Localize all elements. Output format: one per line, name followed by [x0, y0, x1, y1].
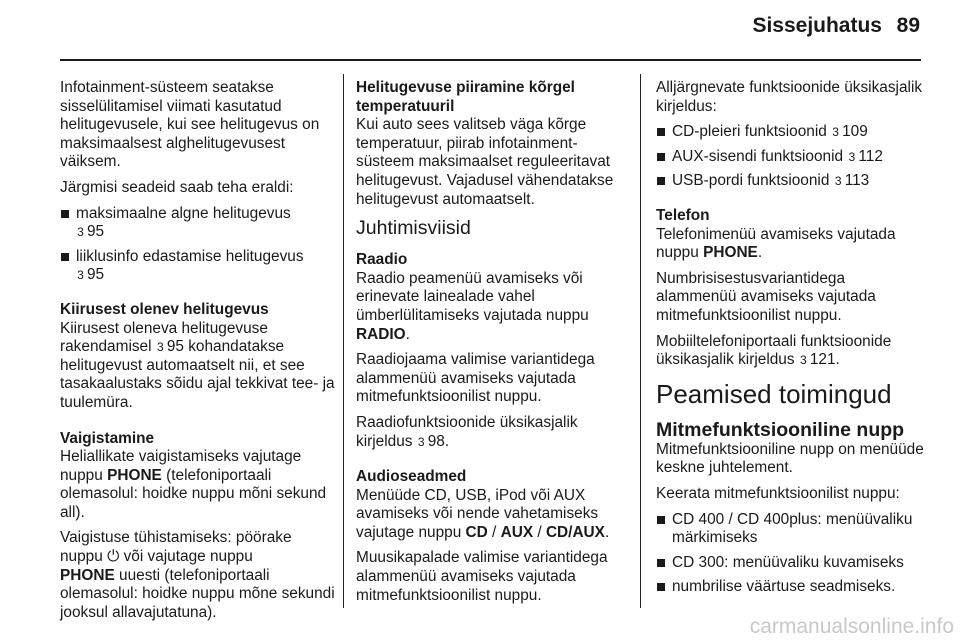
page-ref[interactable]: 112	[858, 147, 883, 165]
paragraph: Muusikapalade valimise variantidega alammenüü avamiseks vajutada mitmefunktsioonilist nuppu.	[356, 549, 608, 604]
phone-button-label: PHONE	[703, 244, 758, 262]
paragraph-text: Mobiiltelefoniportaali funktsioonide üksikasjalik kirjeldus	[656, 332, 892, 369]
phone-button-label: PHONE	[60, 566, 115, 584]
list-item	[656, 148, 926, 167]
watermark: carmanualsonline.info	[749, 615, 954, 638]
paragraph: Alljärgnevate funktsioonide üksikasjalik kirjeldus:	[656, 79, 923, 115]
paragraph: Mitmefunktsiooniline nupp on menüüde keskne juhtelement.	[656, 440, 924, 477]
paragraph-text: Kiirusest oleneva helitugevuse rakendamisel	[60, 319, 268, 356]
section-heading-modes: Juhtimisviisid	[356, 217, 471, 240]
paragraph: Raadiojaama valimise variantidega alammenüü avamiseks vajutada mitmefunktsioonilist nuppu.	[356, 351, 595, 406]
paragraph-text: või vajutage nuppu	[123, 548, 253, 566]
list-item	[60, 205, 336, 242]
paragraph: Raadio peamenüü avamiseks või erinevate lainealade vahel ümberlülitamiseks vajutada nuppu RADIO.	[356, 269, 589, 343]
page-header	[0, 0, 960, 62]
column-3	[656, 79, 926, 603]
paragraph-text: Raadio peamenüü avamiseks või erinevate lainealade vahel ümberlülitamiseks vajutada nuppu	[356, 269, 589, 324]
paragraph-text: (telefoniportaali olemasolul: hoidke nuppu mõni sekund all).	[60, 466, 327, 521]
paragraph-text: uuesti (telefoniportaali olemasolul: hoidke nuppu mõne sekundi jooksul allavajutatuna).	[60, 566, 335, 621]
list-item-text: AUX-sisendi funktsioonid	[672, 147, 844, 165]
subheading-speed-volume: Kiirusest olenev helitugevus	[60, 300, 269, 318]
list-item-text: CD 300: menüüvaliku kuvamiseks	[672, 553, 904, 571]
subheading-temperature-limit: Helitugevuse piiramine kõrgel temperatuuril	[356, 79, 575, 115]
page-ref[interactable]: 109	[842, 123, 868, 141]
aux-button-label: AUX	[500, 523, 534, 541]
header-divider	[60, 59, 921, 61]
column-divider-2	[640, 74, 641, 608]
column-divider-1	[343, 74, 344, 608]
subheading-radio: Raadio	[356, 251, 408, 269]
paragraph	[60, 448, 336, 522]
page-ref-arrow-icon: 3	[848, 149, 856, 164]
page-ref-arrow-icon: 3	[77, 225, 84, 240]
radio-button-label: RADIO	[356, 325, 406, 343]
bullet-square-icon	[657, 516, 665, 524]
list-item-text: liiklusinfo edastamise helitugevus	[76, 247, 304, 265]
page-ref-arrow-icon: 3	[832, 125, 839, 140]
paragraph: Mobiiltelefoniportaali funktsioonide üksikasjalik kirjeldus 3 121.	[656, 332, 892, 369]
bullet-square-icon	[657, 583, 665, 591]
paragraph: Menüüde CD, USB, iPod või AUX avamiseks või nende vahetamiseks vajutage nuppu CD / AUX / CD/AUX.	[356, 486, 610, 541]
subheading-audio-devices: Audioseadmed	[356, 468, 467, 486]
column-1	[60, 79, 336, 629]
list-item	[656, 578, 926, 597]
phone-button-label: PHONE	[107, 466, 162, 484]
paragraph-text: Vaigistuse tühistamiseks: pöörake nuppu	[60, 529, 292, 566]
page-ref[interactable]: 113	[844, 172, 870, 190]
column-2	[356, 79, 626, 612]
list-item-text: maksimaalne algne helitugevus	[76, 204, 291, 222]
bullet-square-icon	[61, 253, 69, 261]
bullet-square-icon	[657, 128, 665, 136]
separator: /	[533, 523, 546, 541]
bullet-square-icon	[657, 153, 665, 161]
page-ref-arrow-icon: 3	[77, 268, 84, 283]
list-item	[656, 554, 926, 573]
page-ref[interactable]: 121	[809, 351, 836, 369]
paragraph-text: Telefonimenüü avamiseks vajutada nuppu	[656, 225, 896, 262]
paragraph-text: Raadiofunktsioonide üksikasjalik kirjeldus	[356, 413, 578, 450]
list-item	[656, 123, 926, 142]
bullet-square-icon	[657, 559, 665, 567]
section-title: Sissejuhatus	[752, 14, 882, 37]
cd-button-label: CD	[465, 523, 488, 541]
page-ref-arrow-icon: 3	[800, 353, 807, 368]
paragraph: Telefonimenüü avamiseks vajutada nuppu PHONE.	[656, 225, 896, 262]
page-ref-arrow-icon: 3	[834, 174, 842, 189]
list-item-text: numbrilise väärtuse seadmiseks.	[672, 578, 896, 596]
paragraph: Infotainment-süsteem seatakse sisselülitamisel viimati kasutatud helitugevusele, kui see helitugevus on maksimaalsest alghelitugevusest väiksem.	[60, 79, 320, 171]
paragraph-text: Heliallikate vaigistamiseks vajutage nuppu	[60, 448, 302, 484]
paragraph	[60, 529, 336, 622]
list-item-text: USB-pordi funktsioonid	[672, 172, 830, 190]
section-heading-basic-operations: Peamised toimingud	[656, 378, 892, 409]
cd-aux-button-label: CD/AUX	[545, 523, 605, 541]
paragraph-text: kohandatakse helitugevust automaatselt nii, et see tasakaalustaks sõidu ajal tekkivat tee- ja tuulemüra.	[60, 338, 335, 411]
subheading-multifunction-knob: Mitmefunktsiooniline nupp	[656, 418, 905, 441]
paragraph: Kui auto sees valitseb väga kõrge temperatuur, piirab infotainment-süsteem maksimaalset reguleeritavat helitugevust. Vajadusel vähendatakse helitugevust automaatselt.	[356, 116, 614, 208]
bullet-square-icon	[61, 210, 69, 218]
separator: /	[487, 523, 501, 541]
power-knob-icon: ⏻	[107, 548, 120, 566]
page-ref[interactable]: 95	[87, 223, 105, 241]
page-ref[interactable]: 95	[87, 266, 105, 284]
subheading-phone: Telefon	[656, 206, 710, 224]
page-ref-arrow-icon: 3	[417, 434, 425, 449]
paragraph: Keerata mitmefunktsioonilist nuppu:	[656, 484, 900, 502]
page-number: 89	[896, 14, 920, 37]
paragraph	[60, 320, 336, 413]
paragraph: Järgmisi seadeid saab teha eraldi:	[60, 178, 294, 196]
page-ref[interactable]: 98	[427, 432, 445, 450]
paragraph: Raadiofunktsioonide üksikasjalik kirjeldus 3 98.	[356, 413, 578, 450]
list-item	[656, 172, 926, 191]
bullet-square-icon	[657, 177, 665, 185]
list-item	[60, 248, 336, 285]
paragraph: Numbrisisestusvariantidega alammenüü avamiseks vajutada mitmefunktsioonilist nuppu.	[656, 269, 876, 324]
list-item	[656, 511, 926, 548]
list-item-text: CD-pleieri funktsioonid	[672, 123, 827, 141]
page-ref[interactable]: 95	[166, 338, 184, 356]
paragraph-text: Menüüde CD, USB, iPod või AUX avamiseks või nende vahetamiseks vajutage nuppu	[356, 486, 599, 541]
list-item-text: CD 400 / CD 400plus: menüüvaliku märkimiseks	[672, 510, 913, 547]
page-ref-arrow-icon: 3	[156, 340, 164, 355]
subheading-mute: Vaigistamine	[60, 429, 155, 447]
